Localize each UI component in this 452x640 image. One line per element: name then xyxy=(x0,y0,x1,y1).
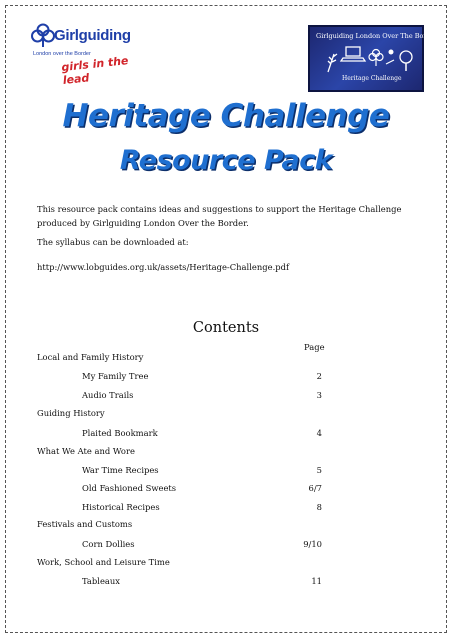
section-festivals-customs: Festivals and Customs xyxy=(37,519,133,529)
item-my-family-tree: My Family Tree xyxy=(82,371,149,381)
page-number: 6/7 xyxy=(308,483,322,493)
page-column-heading: Page xyxy=(304,342,325,352)
title-line-1: Heritage Challenge xyxy=(62,98,390,134)
laptop-icon xyxy=(341,47,365,61)
item-historical-recipes: Historical Recipes xyxy=(82,502,160,512)
page-number: 8 xyxy=(316,502,322,512)
badge-icons xyxy=(322,44,416,74)
wheat-icon xyxy=(328,54,337,72)
item-old-fashioned-sweets: Old Fashioned Sweets xyxy=(82,483,177,493)
logo-name: Girlguiding xyxy=(54,27,131,44)
sun-icon xyxy=(386,50,394,65)
item-corn-dollies: Corn Dollies xyxy=(82,539,135,549)
section-what-we-ate-wore: What We Ate and Wore xyxy=(37,446,135,456)
badge-top-text: Girlguiding London Over The Border xyxy=(316,32,438,40)
syllabus-text: The syllabus can be downloaded at: xyxy=(37,237,189,247)
section-local-family-history: Local and Family History xyxy=(37,352,144,362)
item-tableaux: Tableaux xyxy=(82,576,121,586)
page-number: 4 xyxy=(316,428,322,438)
item-plaited-bookmark: Plaited Bookmark xyxy=(82,428,158,438)
heritage-badge xyxy=(308,25,438,92)
page-number: 2 xyxy=(316,371,322,381)
intro-line-1: This resource pack contains ideas and suggestions to support the Heritage Challenge xyxy=(37,204,402,214)
page-number: 5 xyxy=(316,465,322,475)
logo-subtitle: London over the Border xyxy=(33,51,91,57)
page-number: 11 xyxy=(311,576,322,586)
title-line-2: Resource Pack xyxy=(119,145,333,176)
trefoil-icon xyxy=(30,22,56,48)
section-work-school-leisure: Work, School and Leisure Time xyxy=(37,557,170,567)
item-war-time-recipes: War Time Recipes xyxy=(82,465,159,475)
syllabus-url[interactable]: http://www.lobguides.org.uk/assets/Heritage-Challenge.pdf xyxy=(37,262,290,272)
badge-bottom-text: Heritage Challenge xyxy=(342,75,402,82)
girlguiding-logo xyxy=(30,22,140,92)
page-number: 3 xyxy=(316,390,322,400)
intro-line-2: produced by Girlguiding London Over the Border. xyxy=(37,218,249,228)
page-number: 9/10 xyxy=(303,539,322,549)
contents-heading: Contents xyxy=(192,320,260,336)
tree-icon xyxy=(400,51,412,71)
trefoil-icon xyxy=(369,50,383,67)
logo-tagline: girls in the lead xyxy=(60,54,130,88)
section-guiding-history: Guiding History xyxy=(37,408,105,418)
item-audio-trails: Audio Trails xyxy=(82,390,134,400)
